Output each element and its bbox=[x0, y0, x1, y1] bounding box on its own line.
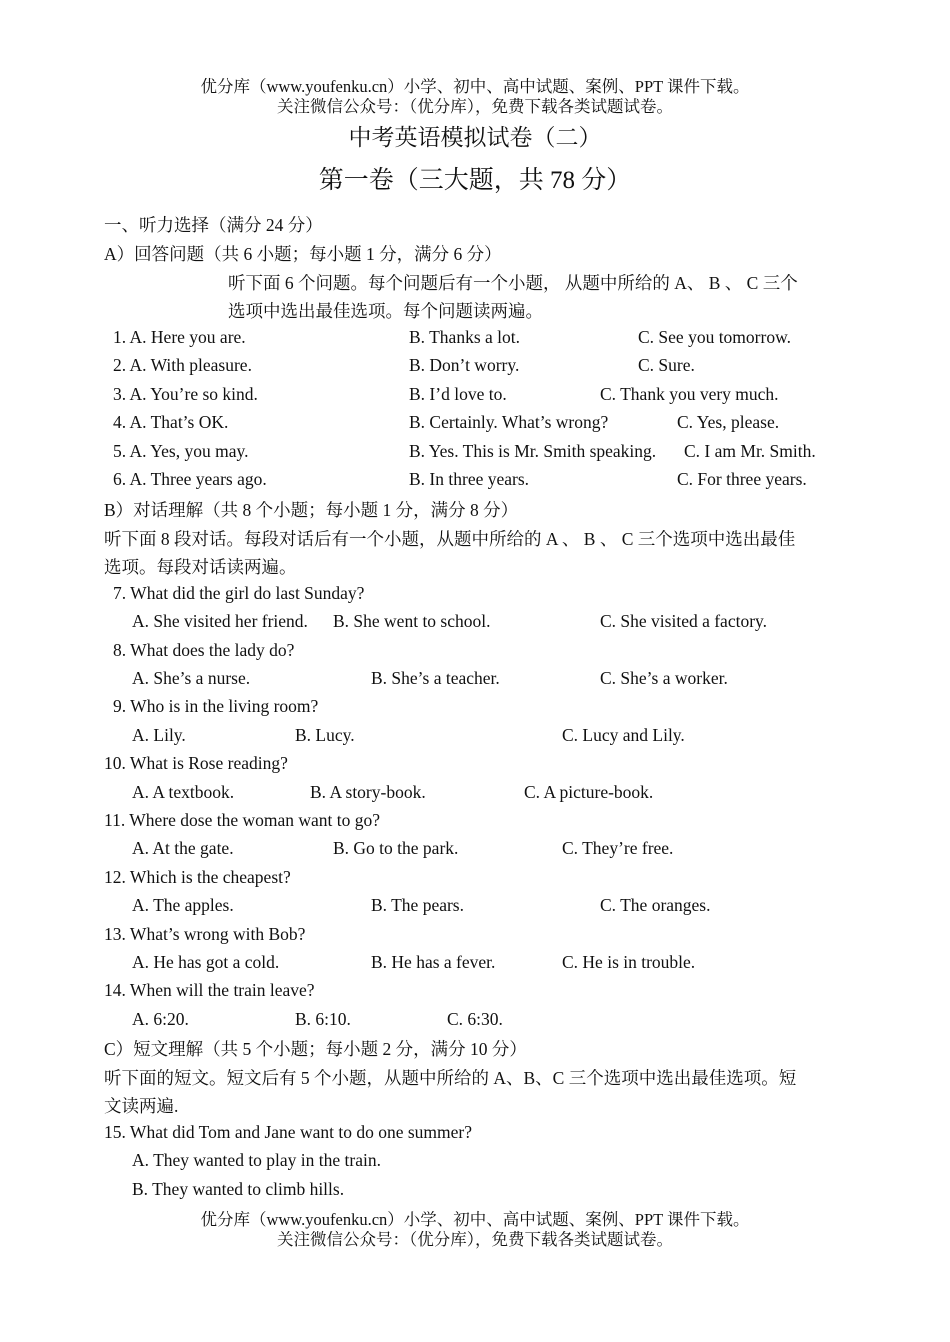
q10-option-a: A. A textbook. bbox=[132, 782, 235, 802]
page-title: 中考英语模拟试卷（二） bbox=[348, 125, 602, 150]
q6-option-a: 6. A. Three years ago. bbox=[113, 469, 267, 489]
q15-option-b: B. They wanted to climb hills. bbox=[132, 1179, 345, 1199]
q12-option-c: C. The oranges. bbox=[600, 895, 711, 915]
q13-stem: 13. What’s wrong with Bob? bbox=[104, 924, 306, 944]
q3-option-c: C. Thank you very much. bbox=[600, 384, 779, 404]
q11-option-b: B. Go to the park. bbox=[333, 838, 459, 858]
q15-option-a: A. They wanted to play in the train. bbox=[132, 1150, 381, 1170]
header-line-2: 关注微信公众号：（优分库），免费下载各类试题试卷。 bbox=[277, 97, 673, 116]
page-subtitle: 第一卷（三大题，共 78 分） bbox=[318, 167, 632, 194]
q14-option-a: A. 6:20. bbox=[132, 1009, 189, 1029]
part-b-instruction-1: 听下面 8 段对话。每段对话后有一个小题，从题中所给的 A 、 B 、 C 三个选项中选出最佳 bbox=[104, 529, 796, 549]
part-b-heading: B）对话理解（共 8 个小题；每小题 1 分，满分 8 分） bbox=[104, 500, 519, 520]
q1-option-c: C. See you tomorrow. bbox=[638, 327, 791, 347]
q2-option-c: C. Sure. bbox=[638, 355, 695, 375]
q6-option-c: C. For three years. bbox=[677, 469, 807, 489]
q12-option-a: A. The apples. bbox=[132, 895, 234, 915]
q13-option-c: C. He is in trouble. bbox=[562, 952, 696, 972]
q14-option-b: B. 6:10. bbox=[295, 1009, 351, 1029]
q1-option-a: 1. A. Here you are. bbox=[113, 327, 246, 347]
q4-option-c: C. Yes, please. bbox=[677, 412, 780, 432]
section-heading: 一、听力选择（满分 24 分） bbox=[104, 215, 323, 235]
q14-stem: 14. When will the train leave? bbox=[104, 980, 315, 1000]
part-c-heading: C）短文理解（共 5 个小题；每小题 2 分，满分 10 分） bbox=[104, 1039, 527, 1059]
q13-option-b: B. He has a fever. bbox=[371, 952, 496, 972]
q9-stem: 9. Who is in the living room? bbox=[113, 696, 319, 716]
part-a-instruction-2: 选项中选出最佳选项。每个问题读两遍。 bbox=[228, 301, 543, 321]
q3-option-a: 3. A. You’re so kind. bbox=[113, 384, 258, 404]
q9-option-b: B. Lucy. bbox=[295, 725, 355, 745]
footer-line-2: 关注微信公众号：（优分库），免费下载各类试题试卷。 bbox=[277, 1230, 673, 1249]
q4-option-a: 4. A. That’s OK. bbox=[113, 412, 229, 432]
q8-option-b: B. She’s a teacher. bbox=[371, 668, 500, 688]
q9-option-c: C. Lucy and Lily. bbox=[562, 725, 685, 745]
q5-option-a: 5. A. Yes, you may. bbox=[113, 441, 249, 461]
q5-option-c: C. I am Mr. Smith. bbox=[684, 441, 816, 461]
q2-option-b: B. Don’t worry. bbox=[409, 355, 520, 375]
q8-option-c: C. She’s a worker. bbox=[600, 668, 728, 688]
footer-line-1: 优分库（www.youfenku.cn）小学、初中、高中试题、案例、PPT 课件下载。 bbox=[200, 1210, 750, 1229]
part-a-instruction-1: 听下面 6 个问题。每个问题后有一个小题， 从题中所给的 A、 B 、 C 三个 bbox=[228, 273, 798, 293]
q14-option-c: C. 6:30. bbox=[447, 1009, 503, 1029]
q10-option-b: B. A story-book. bbox=[310, 782, 426, 802]
q9-option-a: A. Lily. bbox=[132, 725, 186, 745]
q7-option-c: C. She visited a factory. bbox=[600, 611, 768, 631]
q13-option-a: A. He has got a cold. bbox=[132, 952, 280, 972]
part-c-instruction-2: 文读两遍. bbox=[104, 1096, 179, 1116]
q15-stem: 15. What did Tom and Jane want to do one summer? bbox=[104, 1122, 472, 1142]
q8-stem: 8. What does the lady do? bbox=[113, 640, 295, 660]
q11-option-c: C. They’re free. bbox=[562, 838, 674, 858]
q11-stem: 11. Where dose the woman want to go? bbox=[104, 810, 381, 830]
q2-option-a: 2. A. With pleasure. bbox=[113, 355, 252, 375]
part-b-instruction-2: 选项。每段对话读两遍。 bbox=[104, 557, 297, 577]
q12-stem: 12. Which is the cheapest? bbox=[104, 867, 291, 887]
q7-option-b: B. She went to school. bbox=[333, 611, 491, 631]
q10-option-c: C. A picture-book. bbox=[524, 782, 654, 802]
q6-option-b: B. In three years. bbox=[409, 469, 530, 489]
q8-option-a: A. She’s a nurse. bbox=[132, 668, 251, 688]
header-line-1: 优分库（www.youfenku.cn）小学、初中、高中试题、案例、PPT 课件下载。 bbox=[200, 77, 750, 96]
part-c-instruction-1: 听下面的短文。短文后有 5 个小题，从题中所给的 A、B、C 三个选项中选出最佳选项。短 bbox=[104, 1068, 797, 1088]
q1-option-b: B. Thanks a lot. bbox=[409, 327, 520, 347]
q7-option-a: A. She visited her friend. bbox=[132, 611, 308, 631]
q7-stem: 7. What did the girl do last Sunday? bbox=[113, 583, 365, 603]
q3-option-b: B. I’d love to. bbox=[409, 384, 507, 404]
q12-option-b: B. The pears. bbox=[371, 895, 464, 915]
q10-stem: 10. What is Rose reading? bbox=[104, 753, 288, 773]
q11-option-a: A. At the gate. bbox=[132, 838, 234, 858]
q4-option-b: B. Certainly. What’s wrong? bbox=[409, 412, 609, 432]
part-a-heading: A）回答问题（共 6 小题；每小题 1 分，满分 6 分） bbox=[104, 244, 502, 264]
q5-option-b: B. Yes. This is Mr. Smith speaking. bbox=[409, 441, 657, 461]
